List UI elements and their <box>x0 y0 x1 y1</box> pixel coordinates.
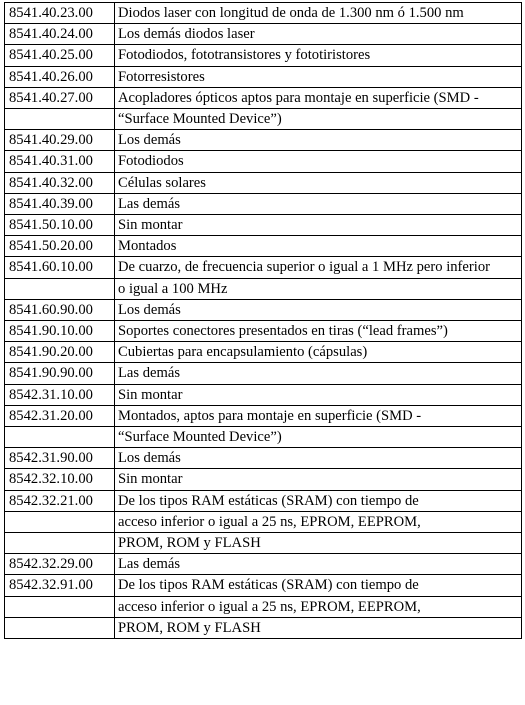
tariff-code-cell <box>5 596 115 617</box>
description-cell: Las demás <box>115 554 522 575</box>
description-cell: Los demás <box>115 448 522 469</box>
tariff-code-cell: 8541.40.27.00 <box>5 87 115 108</box>
tariff-code-cell: 8542.32.21.00 <box>5 490 115 511</box>
tariff-code-cell: 8542.32.91.00 <box>5 575 115 596</box>
table-row <box>5 236 522 257</box>
description-cell: Diodos laser con longitud de onda de 1.300 nm ó 1.500 nm <box>115 3 522 24</box>
table-row <box>5 554 522 575</box>
tariff-code-cell: 8542.32.10.00 <box>5 469 115 490</box>
description-cell: Fotorresistores <box>115 66 522 87</box>
tariff-code-cell <box>5 617 115 638</box>
description-cell: Los demás diodos laser <box>115 24 522 45</box>
description-cell: Los demás <box>115 299 522 320</box>
table-row <box>5 405 522 426</box>
tariff-code-cell: 8542.31.20.00 <box>5 405 115 426</box>
description-cell: Sin montar <box>115 384 522 405</box>
description-cell: PROM, ROM y FLASH <box>115 617 522 638</box>
tariff-code-cell: 8541.40.29.00 <box>5 130 115 151</box>
tariff-code-cell <box>5 109 115 130</box>
tariff-table-body <box>5 3 522 639</box>
description-cell: Fotodiodos <box>115 151 522 172</box>
table-row <box>5 151 522 172</box>
table-row <box>5 3 522 24</box>
description-cell: “Surface Mounted Device”) <box>115 427 522 448</box>
table-row <box>5 278 522 299</box>
description-cell: De cuarzo, de frecuencia superior o igual a 1 MHz pero inferior <box>115 257 522 278</box>
description-cell: Los demás <box>115 130 522 151</box>
tariff-code-cell: 8541.90.90.00 <box>5 363 115 384</box>
description-cell: De los tipos RAM estáticas (SRAM) con tiempo de <box>115 575 522 596</box>
description-cell: acceso inferior o igual a 25 ns, EPROM, EEPROM, <box>115 596 522 617</box>
table-row <box>5 469 522 490</box>
description-cell: Fotodiodos, fototransistores y fototiristores <box>115 45 522 66</box>
tariff-code-cell: 8541.60.90.00 <box>5 299 115 320</box>
table-row <box>5 511 522 532</box>
table-row <box>5 24 522 45</box>
table-row <box>5 596 522 617</box>
tariff-code-cell: 8541.40.39.00 <box>5 193 115 214</box>
table-row <box>5 45 522 66</box>
tariff-code-cell <box>5 533 115 554</box>
tariff-table <box>4 2 522 639</box>
description-cell: acceso inferior o igual a 25 ns, EPROM, EEPROM, <box>115 511 522 532</box>
table-row <box>5 109 522 130</box>
tariff-code-cell: 8541.40.23.00 <box>5 3 115 24</box>
description-cell: Acopladores ópticos aptos para montaje en superficie (SMD - <box>115 87 522 108</box>
table-row <box>5 533 522 554</box>
description-cell: Sin montar <box>115 469 522 490</box>
description-cell: PROM, ROM y FLASH <box>115 533 522 554</box>
table-row <box>5 193 522 214</box>
tariff-code-cell: 8541.90.10.00 <box>5 321 115 342</box>
description-cell: Cubiertas para encapsulamiento (cápsulas) <box>115 342 522 363</box>
description-cell: Montados <box>115 236 522 257</box>
table-row <box>5 384 522 405</box>
tariff-code-cell: 8541.90.20.00 <box>5 342 115 363</box>
tariff-code-cell <box>5 278 115 299</box>
description-cell: Las demás <box>115 193 522 214</box>
description-cell: Montados, aptos para montaje en superficie (SMD - <box>115 405 522 426</box>
table-row <box>5 130 522 151</box>
table-row <box>5 427 522 448</box>
description-cell: De los tipos RAM estáticas (SRAM) con tiempo de <box>115 490 522 511</box>
description-cell: Soportes conectores presentados en tiras (“lead frames”) <box>115 321 522 342</box>
table-row <box>5 448 522 469</box>
tariff-code-cell: 8541.50.10.00 <box>5 215 115 236</box>
tariff-code-cell: 8541.40.26.00 <box>5 66 115 87</box>
tariff-code-cell: 8541.40.25.00 <box>5 45 115 66</box>
tariff-code-cell: 8541.50.20.00 <box>5 236 115 257</box>
description-cell: “Surface Mounted Device”) <box>115 109 522 130</box>
tariff-code-cell <box>5 427 115 448</box>
tariff-code-cell: 8541.40.31.00 <box>5 151 115 172</box>
description-cell: Las demás <box>115 363 522 384</box>
tariff-code-cell: 8542.32.29.00 <box>5 554 115 575</box>
table-row <box>5 617 522 638</box>
table-row <box>5 172 522 193</box>
tariff-code-cell <box>5 511 115 532</box>
table-row <box>5 490 522 511</box>
tariff-code-cell: 8541.40.24.00 <box>5 24 115 45</box>
table-row <box>5 66 522 87</box>
table-row <box>5 575 522 596</box>
tariff-code-cell: 8541.40.32.00 <box>5 172 115 193</box>
tariff-code-cell: 8542.31.10.00 <box>5 384 115 405</box>
table-row <box>5 321 522 342</box>
tariff-code-cell: 8542.31.90.00 <box>5 448 115 469</box>
description-cell: Sin montar <box>115 215 522 236</box>
table-row <box>5 299 522 320</box>
table-row <box>5 257 522 278</box>
description-cell: Células solares <box>115 172 522 193</box>
table-row <box>5 215 522 236</box>
table-row <box>5 363 522 384</box>
tariff-code-cell: 8541.60.10.00 <box>5 257 115 278</box>
table-row <box>5 87 522 108</box>
description-cell: o igual a 100 MHz <box>115 278 522 299</box>
table-row <box>5 342 522 363</box>
